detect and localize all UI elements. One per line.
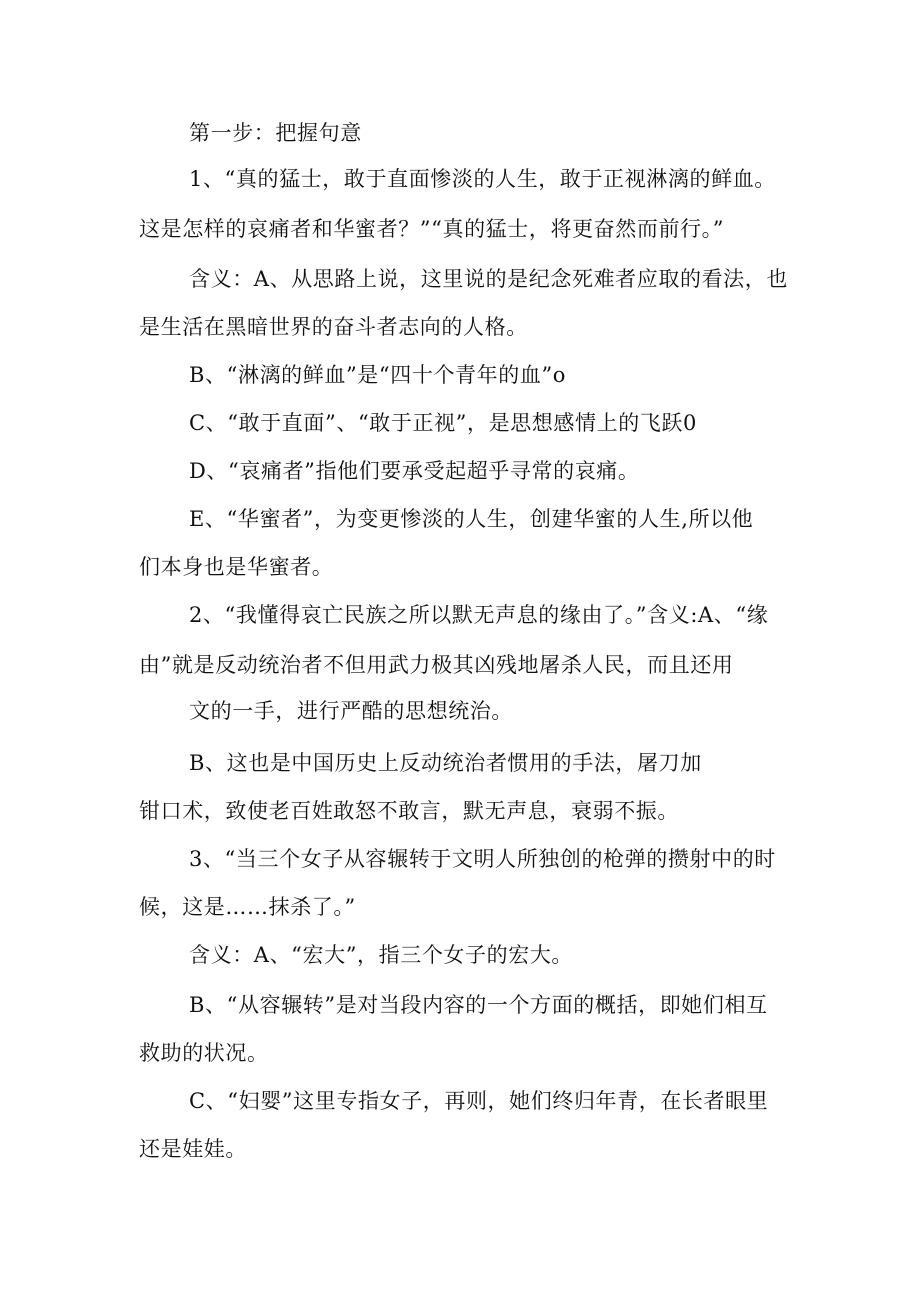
paragraph-line: 1、“真的猛士，敢于直面惨淡的人生，敢于正视淋漓的鲜血。 [189, 167, 776, 191]
paragraph-line: 是生活在黑暗世界的奋斗者志向的人格。 [139, 315, 528, 339]
paragraph-line: B、“淋漓的鲜血”是“四十个青年的血”o [189, 363, 567, 387]
paragraph-line: 救助的状况。 [139, 1041, 269, 1065]
paragraph-line: 2、“我懂得哀亡民族之所以默无声息的缘由了。”含义:A、“缘 [189, 603, 769, 627]
paragraph-line: B、这也是中国历史上反动统治者惯用的手法，屠刀加 [189, 751, 702, 775]
paragraph-line: C、“敢于直面”、“敢于正视”，是思想感情上的飞跃0 [189, 411, 697, 435]
paragraph-line: 这是怎样的哀痛者和华蜜者？”“真的猛士，将更奋然而前行。” [139, 217, 725, 241]
paragraph-line: 文的一手，进行严酷的思想统治。 [189, 699, 513, 723]
paragraph-line: B、“从容辗转”是对当段内容的一个方面的概括，即她们相互 [189, 993, 768, 1017]
paragraph-line: D、“哀痛者”指他们要承受起超乎寻常的哀痛。 [189, 459, 640, 483]
paragraph-line: 还是娃娃。 [139, 1137, 247, 1161]
paragraph-line: 们本身也是华蜜者。 [139, 555, 334, 579]
section-heading: 第一步：把握句意 [189, 121, 362, 145]
paragraph-line: 3、“当三个女子从容辗转于文明人所独创的枪弹的攒射中的时 [189, 847, 776, 871]
paragraph-line: 含义：A、“宏大”，指三个女子的宏大。 [189, 943, 574, 967]
paragraph-line: 候，这是……抹杀了。” [139, 895, 356, 919]
paragraph-line: C、“妇婴”这里专指女子，再则，她们终归年青，在长者眼里 [189, 1089, 769, 1113]
paragraph-line: 含义：A、从思路上说，这里说的是纪念死难者应取的看法，也 [189, 267, 788, 291]
paragraph-line: 钳口术，致使老百姓敢怒不敢言，默无声息，衰弱不振。 [139, 799, 679, 823]
paragraph-line: E、“华蜜者”，为变更惨淡的人生，创建华蜜的人生,所以他 [189, 507, 754, 531]
paragraph-line: 由”就是反动统治者不但用武力极其凶残地屠杀人民，而且还用 [139, 653, 734, 677]
